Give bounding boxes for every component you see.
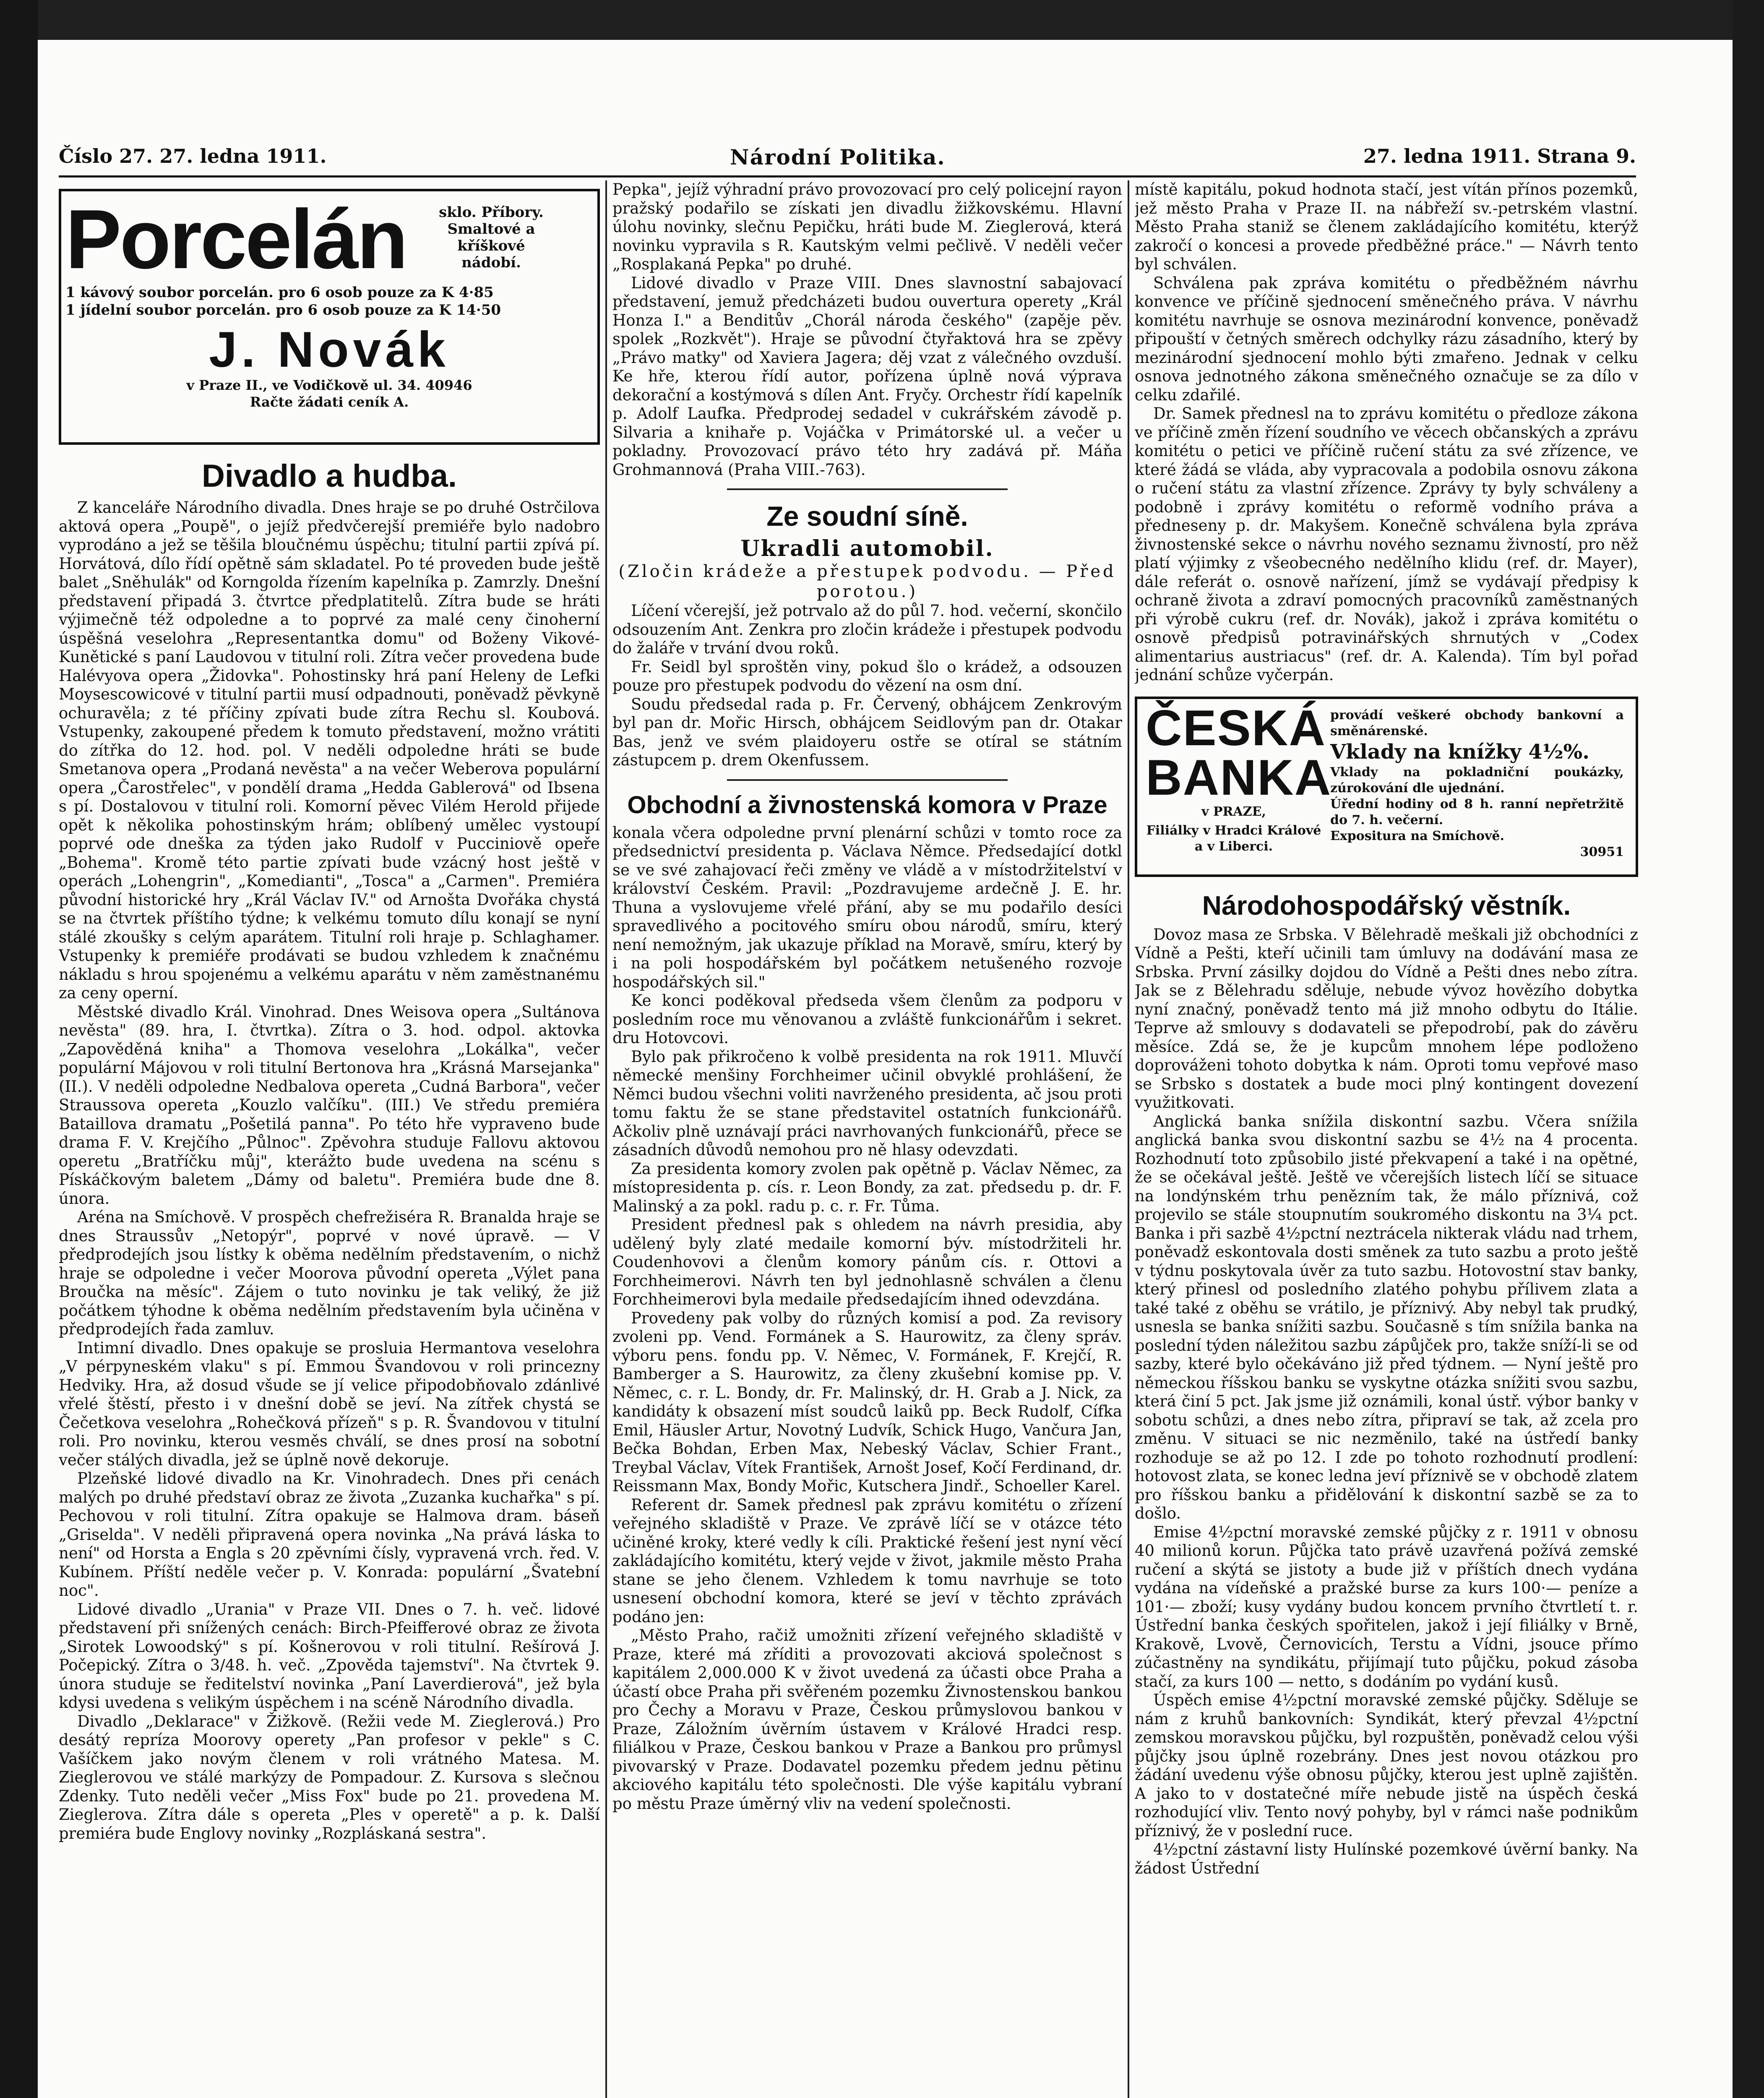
- bank-service-line: Vklady na pokladniční poukázky, zúrokování dle ujednání.: [1330, 765, 1624, 796]
- ad-brand: J. Novák: [209, 321, 450, 378]
- article-paragraph: President přednesl pak s ohledem na návrh presidia, aby udělený byly zlaté medaile komorní býv. místodržiteli hr. Coudenhovovi a členům komory pánům cís. r. Ottovi a Forchheimerovi. Návrh ten byl jednohlasně schválen a členu Forchheimerovi byla medaile předsedajícím ihned odevzdána.: [612, 1216, 1122, 1308]
- article-paragraph: „Město Praho, račiž umožniti zřízení veřejného skladiště v Praze, které má zříditi a provozovati akciová společnost s kapitálem 2,000.000 K v život uvedená za účasti obce Praha a účastí obce Praha při svěřeném pozemku Živnostenskou bankou pro Čechy a Moravu v Praze, Českou průmyslovou bankou v Praze, Záložním úvěrním ústavem v Králové Hradci resp. filiálkou v Praze, Českou bankou v Praze a Bankou pro průmysl pivovarský v Praze. Dodavatel pozemku předem jednu pětinu akciového kapitálu této společnosti. Dle výše kapitálu vybraní po městu Praze úměrný vliv na vedení společnosti.: [612, 1626, 1122, 1813]
- article-paragraph: Provedeny pak volby do různých komisí a pod. Za revisory zvoleni pp. Vend. Formánek a S. Haurowitz, za členy správ. výboru pens. fondu pp. V. Němec, V. Formánek, F. Krejčí, R. Bamberger a S. Haurowitz, za členy zkušební komise pp. V. Němec, c. r. L. Bondy, dr. Fr. Malinský, dr. H. Grab a J. Nick, za kandidáty k obsazení míst soudců laiků pp. Beck Rudolf, Cífka Emil, Häusler Artur, Novotný Ludvík, Schick Hugo, Vančura Jan, Bečka Bohdan, Erben Max, Nebeský Václav, Schier Frant., Treybal Václav, Vítek František, Arnošt Josef, Kočí Ferdinand, dr. Reissmann Max, Bondy Mořic, Kutschera Jindř., Schoeller Karel.: [612, 1309, 1122, 1495]
- porcelan-ad: [59, 189, 600, 445]
- article-paragraph: Lidové divadlo v Praze VIII. Dnes slavnostní sabajovací představení, jemuž předcházeti budou ouvertura operety „Král Honza I." a Benditův „Chorál národa českého" (zapěje pěv. spolek „Rozkvět"). Hraje se původní čtyřaktová hra se zpěvy „Právo matky" od Xaviera Jagera; děj vzat z válečného ovzduší. Ke hře, kterou řídí autor, pořízena úplně nová výprava dekorační a kostýmová s dílen Ant. Fryčy. Orchestr řídí kapelník p. Adolf Laufka. Předprodej sedadel v cukrářském závodě p. Silvaria a knihaře p. Vojáčka v Primátorské ul. a večer u pokladny. Provozovací právo této hry zadává př. Máňa Grohmannová (Praha VIII.-763).: [612, 274, 1122, 479]
- column-rule: [605, 180, 607, 2098]
- ad-side-text: sklo. Příbory. Smaltové a kříškové nádobí.: [439, 204, 544, 271]
- article-paragraph: Ke konci poděkoval předseda všem členům za podporu v posledním roce mu věnovanou a zvláště funkcionářům i sekret. dru Hotovcovi.: [612, 992, 1122, 1047]
- article-paragraph: Lidové divadlo „Urania" v Praze VII. Dnes o 7. h. več. lidové představení při snížených cenách: Birch-Pfeifferové obraz ze života „Sirotek Lowoodský" s pí. Košnerovou v roli titulní. Rešírová J. Počepický. Zítra o 3/48. h. več. „Zpověda tajemství". Na čtvrtek 9. února studuje se ředitelství novinka „Paní Laverdierová", jež byla kdysi uvedena s velikým úspěchem i na scéně Národního divadla.: [59, 1600, 600, 1712]
- section-divider: [727, 779, 1007, 781]
- ad-note: Račte žádati ceník A.: [250, 394, 409, 410]
- scan-border-top: [0, 0, 1764, 40]
- article-paragraph: Plzeňské lidové divadlo na Kr. Vinohradech. Dnes při cenách malých po druhé představí obraz ze života „Zuzanka kuchařka" s pí. Pechovou v roli titulní. Zítra opakuje se Halmova dram. báseň „Griselda". V neděli připravená opera novinka „Na prává láska to není" od Horsta a Engla s 20 zpěvními čísly, vypravená vrch. řed. V. Kubínem. Příští neděle večer p. V. Konrada: populární „Švatební noc".: [59, 1469, 600, 1600]
- article-paragraph: Městské divadlo Král. Vinohrad. Dnes Weisova opera „Sultánova nevěsta" (89. hra, I. čtvrtka). Zítra o 3. hod. odpol. aktovka „Zapověděná kniha" a Thomova veselohra „Lokálka", večer populární Májovou v roli titulní Bertonova hra „Krásná Marsejanka" (II.). V neděli odpoledne Nedbalova opereta „Cudná Barbora", večer Straussova opereta „Kouzlo valčíku". (III.) Ve středu premiéra Bataillova dramatu „Pošetilá panna". Po této hře vypraveno bude drama F. V. Krejčího „Půlnoc". Zpěvohra studuje Fallovu aktovou operetu „Bratříčku můj", kterážto bude uvedena na scénu s Pískáčkovým baletem „Dámy od baletu". Premiéra bude dne 8. února.: [59, 1002, 600, 1208]
- bank-hours: Úřední hodiny od 8 h. ranní nepřetržitě do 7. h. večerní.: [1330, 796, 1624, 827]
- column-rule: [1128, 180, 1129, 2098]
- bank-branches: Filiálky v Hradci Králové a v Liberci.: [1146, 823, 1321, 854]
- bank-deposit-rate: Vklady na knížky 4½%.: [1330, 740, 1589, 764]
- column-2: [612, 180, 1122, 2098]
- article-paragraph: místě kapitálu, pokud hodnota stačí, jest vítán přínos pozemků, jež město Praha v Praze II. na nábřeží sv.-petrském vlastní. Město Praha staniž se členem zakládajícího komitétu, kterýž zakročí o koncesi a provede předběžné práce." — Návrh tento byl schválen.: [1135, 180, 1638, 273]
- article-paragraph: Za presidenta komory zvolen pak opětně p. Václav Němec, za místopresidenta p. cís. r. Leon Bondy, za zat. předsedu p. dr. F. Malinský a za pokl. radu p. c. r. Fr. Tůma.: [612, 1159, 1122, 1215]
- ad-address: v Praze II., ve Vodičkově ul. 34. 40946: [186, 377, 472, 393]
- section-title: Divadlo a hudba.: [201, 458, 457, 494]
- ad-title: Porcelán: [65, 193, 406, 286]
- scan-border-left: [0, 0, 38, 2098]
- section-title: Národohospodářský věstník.: [1202, 890, 1571, 921]
- section-title: Ze soudní síně.: [766, 501, 968, 532]
- article-paragraph: Dovoz masa ze Srbska. V Bělehradě meškali již obchodníci z Vídně a Pešti, kteří učinili tam úmluvy na dodávání masa ze Srbska. První zásilky dojdou do Vídně a Pešti dnes nebo zítra. Jak se z Bělehradu sděluje, nebude vývoz hovězího dobytka nyní značný, poněvadž tento má již mnoho odbytu do Itálie. Teprve až smlouvy s dodavateli se přepodrobí, pak do závěru měsíce. Zdá se, že je kupcům mnohem lépe podloženo doprováženi tohoto dobytka k nám. Oproti tomu vepřové maso se Srbsko s dostatek a bude moci plný kontingent dovezení využitkovati.: [1135, 925, 1638, 1112]
- article-paragraph: Dr. Samek přednesl na to zprávu komitétu o předloze zákona ve příčině změn řízení soudního ve věcech občanských a zprávu komitétu o petici ve příčině ručení státu za své zřízence, ve které žádá se vláda, aby vypracovala a podobila osnovu zákona o ručení státu za vlastní zřízence. Zprávy ty byly schváleny a podobně i zprávy komitétu o reformě vodního práva a předneseny p. dr. Makyšem. Konečně schválena byla zpráva živnostenské sekce o návrhu nového seznamu živností, pro něž platí výjimky z všeobecného nedělního klidu (ref. dr. Mayer), dále referát o. osnově nařízení, jímž se vydávají předpisy k ochraně života a zdraví pomocných pracovníků zaměstnaných při výrobě cukru (ref. dr. Novák), jakož i zpráva komitétu o osnově předpisů potravinářských shrnutých v „Codex alimentarius austriacus" (ref. dr. A. Kalenda). Tím byl pořad jednání schůze vyčerpán.: [1135, 404, 1638, 684]
- ceska-banka-ad: [1135, 697, 1638, 877]
- column-1: [59, 180, 600, 2098]
- article-paragraph: Úspěch emise 4½pctní moravské zemské půjčky. Sděluje se nám z kruhů bankovních: Syndikát, který převzal 4½pctní zemskou moravskou půjčku, byl rozpuštěn, poněvadž celou výši půjčky jsou úplně rozebrány. Dnes jest novou otázkou pro žádání uvedenu výše obnosu půjčky, kterou jest uplně zajištěn. A jako to v dostatečné míře nebude jistě na úspěch česká rozhodující vliv. Tento nový pohyby, byl v rámci naše podnikům příznivý, že v poslední ruce.: [1135, 1691, 1638, 1840]
- article-paragraph: Anglická banka snížila diskontní sazbu. Včera snížila anglická banka svou diskontní sazbu se 4½ na 4 procenta. Rozhodnutí toto způsobilo jisté překvapení a také i na opětné, že se očekával ještě. Ještě ve včerejších listech líčí se situace na londýnském trhu penězním tak, že málo příznivá, což projevilo se stále stoupnutím soukromého diskontu na 3¼ pct. Banka i při sazbě 4½pctní neztrácela nikterak vládu nad trhem, poněvadž eskontovala dosti směnek za tuto sazbu a proto ještě v týdnu poskytovala úvěr za tuto sazbu. Hotovostní stav banky, který přinesl od posledního zlatého pohybu přílivem zlata a také také z oběhu se vrátilo, je příznivý. Aby nebyl tak prudký, usnesla se banka snížiti sazbu. Současně s tím snížila banka na poslední týden náležitou sazbu zápůjček pro, takže sníží-li se od sazby, které bylo očekáváno již před týdnem. — Nyní ještě pro německou říšskou banku se vyskytne otázka snížiti svou sazbu, která činí 5 pct. Jak jsme již oznámili, konal ústř. výbor banky v sobotu schůzi, a dnes nebo zítra, připraví se tak, až zcela pro změnu. V situaci se nic nezměnilo, také na ústředí banky rozhoduje se až po 12. I zde po tohoto rozhodnutí prodlení: hotovost zlata, se konec ledna jeví příznivě se v obchodě zlatem pro říšskou banku a přidělování k diskontní sazbě se za to došlo.: [1135, 1112, 1638, 1522]
- section-title: Obchodní a živnostenská komora v Praze: [627, 791, 1107, 819]
- article-subheadline: (Zločin krádeže a přestupek podvodu. — Před porotou.): [618, 562, 1116, 601]
- article-paragraph: 4½pctní zástavní listy Hulínské pozemkové úvěrní banky. Na žádost Ústřední: [1135, 1840, 1638, 1877]
- header-date-page: 27. ledna 1911. Strana 9.: [1363, 145, 1636, 167]
- article-paragraph: Referent dr. Samek přednesl pak zprávu komitétu o zřízení veřejného skladiště v Praze. Ve zprávě líčí se v otázce této učiněné kroky, které vedly k cíli. Praktické řešení jest nyní věcí zakládajícího komitétu, který vejde v život, jakmile město Praha stane se jeho členem. Vzhledem k tomu navrhuje se toto usnesení obchodní komora, které se jeví v těchto zprávách podáno jen:: [612, 1495, 1122, 1626]
- article-headline: Ukradli automobil.: [740, 536, 994, 561]
- bank-city: v PRAZE,: [1201, 804, 1266, 819]
- header-issue: Číslo 27. 27. ledna 1911.: [59, 145, 327, 167]
- article-paragraph: konala včera odpoledne první plenární schůzi v tomto roce za předsednictví presidenta p. Václava Němce. Předsedající dotkl se ve své zahajovací řeči změny ve vládě a v místodržitelství v království Českém. Pravil: „Pozdravujeme ardečně J. E. hr. Thuna a vyslovujeme vřelé přání, aby se mu podařilo desíci spravedlivého a pocitového smíru obou národů, smíru, který není nemožným, jak ukazuje příklad na Moravě, smíru, který by i na poli hospodářském byl počátkem netušeného rozvoje hospodářských sil.": [612, 823, 1122, 991]
- section-divider: [727, 488, 1007, 490]
- article-paragraph: Aréna na Smíchově. V prospěch chefrežiséra R. Branalda hraje se dnes Straussův „Netopýr", poprvé v nové úpravě. — V předprodejích jsou lístky k oběma nedělním představením, o nichž hraje se odpoledne i večer Moorova původní opereta „Výlet pana Broučka na měsíc". Zájem o tuto novinku je tak veliký, že již počátkem týhodne k oběma nedělním představením byla učiněna v předprodejích řada zamluv.: [59, 1208, 600, 1338]
- article-paragraph: Schválena pak zpráva komitétu o předběžném návrhu konvence ve příčině sjednocení směnečného práva. V návrhu komitétu navrhuje se osnova mezinárodní konvence, poněvadž připouští v četných směrech odchylky rázu zásadního, který by mezinárodní sjednocení mohlo býti zmařeno. Jednak v celku osnova jednotného zákona směnečného označuje se za dílo v celku zdařilé.: [1135, 274, 1638, 404]
- article-paragraph: Soudu předsedal rada p. Fr. Červený, obhájcem Zenkrovým byl pan dr. Mořic Hirsch, obhájcem Seidlovým pan dr. Otakar Bas, jenž ve svém plaidoyeru ostře se otíral se státním zástupcem p. drem Okenfussem.: [612, 695, 1122, 769]
- article-paragraph: Pepka", jejíž výhradní právo provozovací pro celý policejní rayon pražský podařilo se získati jen divadlu žižkovskému. Hlavní úlohu novinky, slečnu Pepičku, hráti bude M. Zieglerová, která novinku vypravila s R. Kautským velmi pečlivě. V neděli večer „Rosplakaná Pepka" po druhé.: [612, 180, 1122, 273]
- article-paragraph: Fr. Seidl byl sproštěn viny, pokud šlo o krádež, a odsouzen pouze pro přestupek podvodu do vězení na osm dní.: [612, 658, 1122, 694]
- article-paragraph: Divadlo „Deklarace" v Žižkově. (Režii vede M. Zieglerová.) Pro desátý repríza Moorovy operety „Pan profesor v pekle" s C. Vašíčkem jako novým členem v roli vrátného Matesa. M. Zieglerovou ve stálé markýzy de Pompadour. Z. Kursova s slečnou Zdenky. Tuto neděli večer „Miss Fox" bude po 21. provedena M. Zieglerova. Zítra dále s opereta „Ples v operetě" a p. k. Další premiéra bude Englovy novinky „Rozpláskaná sestra".: [59, 1712, 600, 1842]
- scan-border-right: [1733, 0, 1764, 2098]
- ad-line: 1 kávový soubor porcelán. pro 6 osob pouze za K 4·85: [65, 284, 494, 301]
- article-paragraph: Z kanceláře Národního divadla. Dnes hraje se po druhé Ostrčilova aktová opera „Poupě", o jejíž předvčerejší premiéře bylo nadobro vyprodáno a jež se těšila bloučnému úspěchu; titulní partii zpívá pí. Horvátová, dílo řídí opětně sám skladatel. Po té proveden bude ještě balet „Sněhulák" od Korngolda řízením kapelníka p. Zamrzly. Dnešní představení připadá 3. čtvrtce předplatitelů. Zítra bude se hráti výjimečně též odpoledne a to poprvé za malé ceny činoherní úspěšná veselohra „Representantka domu" od Boženy Vikové-Kunětické s paní Laudovou v titulní roli. Zítra večer provedena bude Halévyova opera „Židovka". Pohostinsky hrá paní Heleny de Lefki Moysescowicové v titulní partii musí odpadnouti, poněvadž pěvkyně ochuravěla; z té příčiny zpívati bude zítra Rechu sl. Koubová. Vstupenky, zakoupené předem k tomuto představení, možno vrátiti do zítřka do 12. hod. pol. V neděli odpoledne hráti se bude Smetanova opera „Prodaná nevěsta" a na večer Weberova populární opera „Čarostřelec", v pondělí drama „Hedda Gablerová" od Ibsena s pí. Dostalovou v titulní roli. Komorní pěvec Vilém Herold přijede opět k několika pohostinským hrám; oblíbený umělec vystoupí poprvé ode dneška za týden jako Rudolf v Pucciniově opeře „Bohema". Kromě této partie zpívati bude vzácný host ještě v operách „Lohengrin", „Komedianti", „Tosca" a „Carmen". Premiéra původní historické hry „Král Václav IV." od Arnošta Dvořáka chystá se na čtvrtek příštího týdne; k velkému tomuto dílu konají se nyní stálé zkoušky s celým aparátem. Titulní roli hraje p. Schlaghamer. Vstupenky k premiéře prodávati se budou vzhledem k značnému nákladu s hrou spojenému a velkému aparátu v něm zaměstnanému za ceny operní.: [59, 498, 600, 1002]
- bank-services: [1330, 707, 1624, 860]
- bank-branch-note: Expositura na Smíchově.: [1330, 828, 1504, 843]
- ad-line: 1 jídelní soubor porcelán. pro 6 osob pouze za K 14·50: [65, 302, 501, 318]
- header-rule: [59, 175, 1636, 177]
- bank-ad-number: 30951: [1580, 844, 1624, 859]
- article-paragraph: Líčení včerejší, jež potrvalo až do půl 7. hod. večerní, skončilo odsouzením Ant. Zenkra pro zločin krádeže i přestupek podvodu do žaláře v trvání dvou roků.: [612, 602, 1122, 657]
- article-paragraph: Emise 4½pctní moravské zemské půjčky z r. 1911 v obnosu 40 milionů korun. Půjčka tato právě uzavřená požívá zemské ručení a skýtá se jistoty a bude již v příštích dnech vydána vydána na vídeňské a pražské burse za kurs 100·— peníze a 101·— zboží; kusy vydány budou koncem prvního čtvrtletí t. r. Ústřední banka českých spořitelen, jakož i její filiálky v Brně, Krakově, Lvově, Černovicích, Terstu a Vídni, jsouce přímo zúčastněny na syndikátu, přijímají tuto půjčku, pokud zásoba stačí, za kurs 100 — netto, s dodáním po vydání kusů.: [1135, 1523, 1638, 1691]
- page-header: [59, 145, 1636, 174]
- article-paragraph: Bylo pak přikročeno k volbě presidenta na rok 1911. Mluvčí německé menšiny Forchheimer učinil obvyklé prohlášení, že Němci budou všechni voliti navrženého presidenta, ač jsou proti tomu faktu že se stane představitel ostatních funkcionářů. Ačkoliv plně uznávají práci navrhovaných funkcionářů, přece se zásadních důvodů nemohou pro ně hlasy odevzdati.: [612, 1047, 1122, 1159]
- bank-name: ČESKÁ BANKA: [1146, 699, 1332, 806]
- column-3: [1135, 180, 1638, 2098]
- article-paragraph: Intimní divadlo. Dnes opakuje se prosluia Hermantova veselohra „V pérpyneském vlaku" s pí. Emmou Švandovou v roli princezny Hedviky. Hra, až dosud všude se jí velice připodobňovalo zdánlivé vřelé štěstí, přesto i v dnešní době se jeví. Na zítřek chystá se Čečetkova veselohra „Rohečková přízeň" s p. R. Švandovou v titulní roli. Pro novinku, kterou vesměs chválí, se dnes prosí na sobotní večer stálých divadla, jež se úplně nově dekoruje.: [59, 1339, 600, 1469]
- bank-service-line: provádí veškeré obchody bankovní a směnárenské.: [1330, 707, 1624, 738]
- masthead-title: Národní Politika.: [730, 145, 946, 170]
